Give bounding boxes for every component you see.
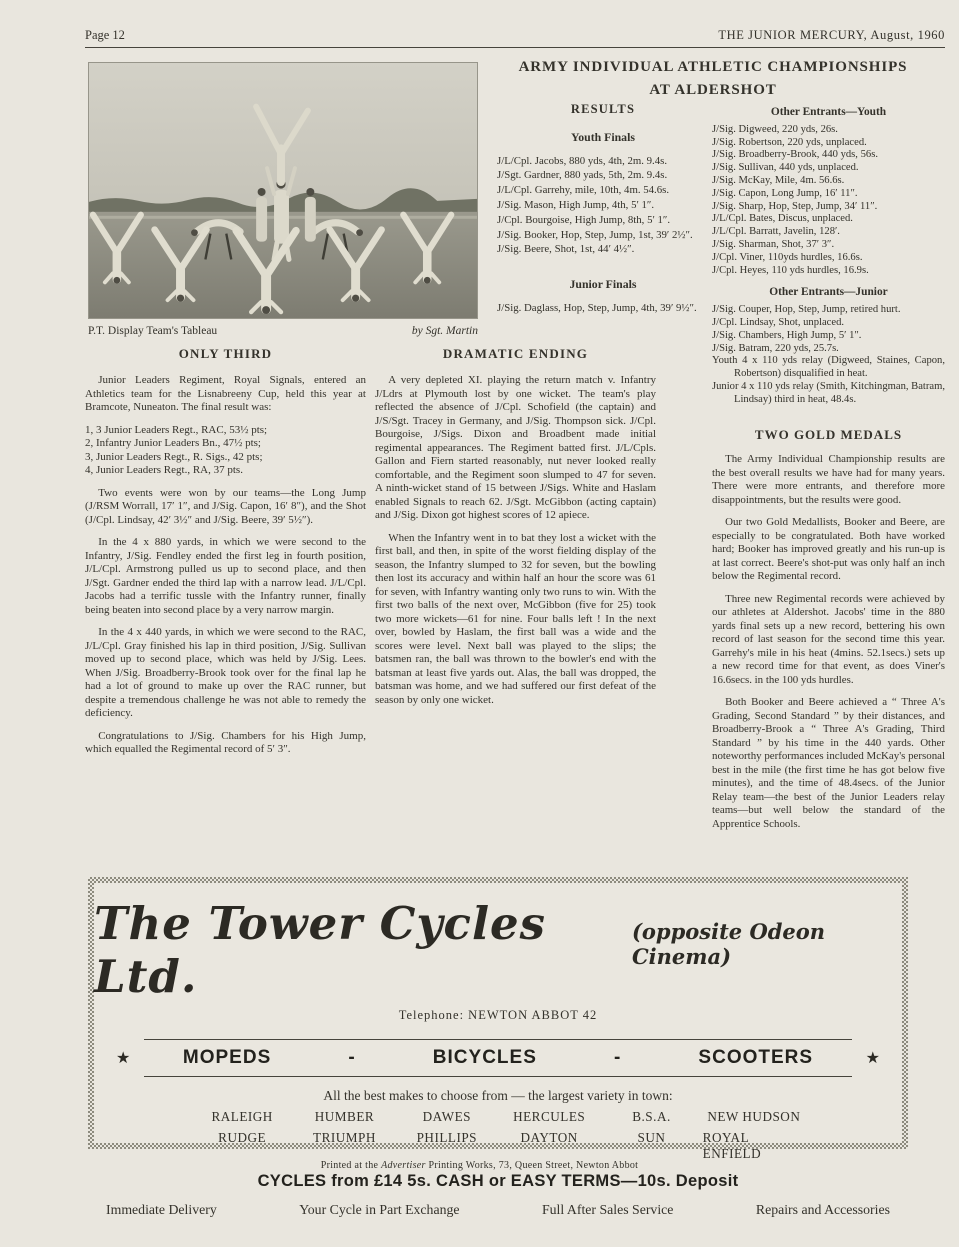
entrant-entry: J/Sig. Sullivan, 440 yds, unplaced. [712,162,859,174]
entrant-entry: J/Sig. McKay, Mile, 4m. 56.6s. [712,174,845,186]
result-entry: J/Sig. Beere, Shot, 1st, 44′ 4½″. [497,243,635,256]
ad-service: Repairs and Accessories [755,1202,890,1217]
standings-line: 1, 3 Junior Leaders Regt., RAC, 53½ pts; [85,423,268,436]
header-page-number: Page 12 [85,28,125,42]
results-junior-heading: Junior Finals [569,277,637,292]
result-entry: J/L/Cpl. Jacobs, 880 yds, 4th, 2m. 9.4s. [497,154,668,167]
star-icon: ★ [865,1050,880,1067]
ad-category-label: SCOOTERS [698,1047,814,1068]
pt-display-photo-art [89,63,477,318]
brand-name: ROYAL ENFIELD [702,1130,762,1161]
entrant-entry: J/Sig. Sharp, Hop, Step, Jump, 34′ 11″. [712,200,878,212]
entrant-entry: Junior 4 x 110 yds relay (Smith, Kitchingman, Batram, Lindsay) third in heat, 48.4s. [712,380,945,405]
brand-name: HUMBER [314,1109,375,1124]
entrant-entry: J/L/Cpl. Barratt, Javelin, 128′. [712,226,840,238]
entrant-entry: J/Sig. Batram, 220 yds, 25.7s. [712,342,839,354]
entrant-entry: J/Sig. Capon, Long Jump, 16′ 11″. [712,187,858,199]
entrant-entry: Youth 4 x 110 yds relay (Digweed, Staines, Capon, Robertson) disqualified in heat. [712,355,945,380]
article-paragraph: In the 4 x 880 yards, in which we were second to the Infantry, J/Sig. Fendley ended the first leg in fourth position, J/L/Cpl. Armstrong pulled us up to second place, and then J/Sgt. Gardner ended the third lap with a narrow lead. J/L/Cpl. Jacobs had a terrific tussle with the Infantry runner, finally being beaten into second place by a very narrow margin. [85,536,366,616]
result-entry: J/Sig. Mason, High Jump, 4th, 5′ 1″. [497,198,655,211]
entrants-youth-heading: Other Entrants—Youth [770,106,887,118]
imprint-post: Printing Works, 73, Queen Street, Newton Abbot [425,1160,639,1171]
ad-separator: - [348,1047,356,1068]
ad-categories-strip [102,1039,894,1077]
two-gold-paragraph: Both Booker and Beere achieved a “ Three A's Grading, Second Standard ” by their distances, and Broadberry-Brook a “ Three A's Grading, Third Standard ” by his time in the 440 yards. Other noteworthy performances included McKay's personal best in the mile (the first time he has got below five minutes), and the time of 48.4secs. of the Junior Relay team—the best of the Junior Leaders relay teams—but well below the standard of the Apprentice Schools. [712,696,946,830]
ad-brand-list [191,1109,805,1162]
headline-line1: ARMY INDIVIDUAL ATHLETIC CHAMPIONSHIPS [518,59,908,75]
entrant-entry: J/Sig. Sharman, Shot, 37′ 3″. [712,238,835,250]
two-gold-paragraph: Our two Gold Medallists, Booker and Beere, are especially to be congratulated. Both have worked hard; Booker has improved greatly and his run-up is at last correct. Beere's shot-put was only half an inch below the Regimental record. [712,516,945,583]
ad-category-label: MOPEDS [182,1047,272,1068]
result-entry: J/L/Cpl. Garrehy, mile, 10th, 4m. 54.6s. [497,184,670,197]
article-paragraph: A very depleted XI. playing the return match v. Infantry J/Ldrs at Plymouth lost by one wicket. The team's play reflected the absence of J/Cpl. Schofield (the captain) and J/S/Sgt. Tracey in Germany, and J/Sig. Thompson sick. J/Cpl. Bourgoise, J/Sigs. Dixon and Broadbent made initial regimental appearances. The Regiment batted first. J/L/Cpls. Gallon and Fiern started reasonably, nut never looked really comfortable, and the Regiment soon slumped to 47 for seven. A ninth-wicket stand of 15 between J/Sigs. White and Haslam enabled Signals to reach 62. J/Sgt. McGibbon (acting captain) and J/Sig. Dixon got highest scores of 12 apiece. [375,374,656,521]
result-entry: J/Sgt. Gardner, 880 yads, 5th, 2m. 9.4s. [497,169,668,182]
ad-phone: Telephone: NEWTON ABBOT 42 [398,1008,598,1022]
ad-category-label: BICYCLES [432,1047,537,1068]
ad-title: The Tower Cycles Ltd. [94,897,547,1003]
star-icon: ★ [116,1050,131,1067]
results-column [497,102,709,316]
brand-name: NEW HUDSON [707,1109,801,1124]
ad-terms: CYCLES from £14 5s. CASH or EASY TERMS—10s. Deposit [257,1172,739,1190]
entrant-entry: J/Sig. Broadberry-Brook, 440 yds, 56s. [712,149,878,161]
dramatic-heading: DRAMATIC ENDING [442,346,589,361]
result-entry: J/Sig. Booker, Hop, Step, Jump, 1st, 39′ 2½″. [497,228,693,241]
two-gold-paragraph: Three new Regimental records were achieved by our athletes at Aldershot. Jacobs' time in the 880 yards final sets up a new record, bettering his own record of last season for the second time this year. Garrehy's mile in his heat (4mins. 52.1secs.) sets up a new record time for that event, as does Viner's 16.6secs. in the 100 yds hurdles. [712,592,945,686]
two-gold-heading: TWO GOLD MEDALS [754,426,903,442]
article-paragraph: Two events were won by our teams—the Long Jump (J/RSM Worrall, 17′ 1″, and J/Sig. Capon, 16′ 8″), and the Shot (J/Cpl. Lindsay, 42′ 3½″ and J/Sig. Beere, 39′ 5½″). [85,486,366,526]
brand-name: SUN [637,1130,666,1145]
article-paragraph: In the 4 x 440 yards, in which we were second to the RAC, J/L/Cpl. Gray finished his lap in third position, J/Sig. Sullivan moved up to second place, which was held by J/Sig. Lees. When J/Sig. Broadberry-Brook took over for the final lap he had a lot of ground to make up over the RAC runner, but despite a tremendous challenge he was not able to remedy the deficiency. [85,626,366,719]
ad-subtitle: (opposite Odeon Cinema) [631,919,826,969]
entrant-entry: J/Sig. Digweed, 220 yds, 26s. [712,123,838,135]
ad-service: Full After Sales Service [541,1202,674,1217]
standings-line: 3, Junior Leaders Regt., R. Sigs., 42 pts; [85,450,263,463]
ad-service: Your Cycle in Part Exchange [299,1202,460,1217]
entrant-entry: J/L/Cpl. Bates, Discus, unplaced. [712,213,853,225]
article-paragraph: Congratulations to J/Sig. Chambers for his High Jump, which equalled the Regimental record of 5′ 3″. [85,729,366,755]
pt-display-photo [88,62,478,319]
brand-name: B.S.A. [632,1109,671,1124]
brand-name: RUDGE [218,1130,267,1145]
dramatic-ending-column [375,346,656,716]
ad-separator: - [613,1047,622,1068]
footer-imprint [0,1160,959,1171]
right-column [712,106,945,840]
headline [488,56,938,102]
article-paragraph: When the Infantry went in to bat they lost a wicket with the first ball, and then, in spite of the worst fielding display of the season, the Infantry slumped to 32 for seven, but the bowling then lost its accuracy and within half an hour the score was 61 for seven, with Infantry wanting only two runs to win. With the first two balls of the next over, McGibbon (five for 25) took two more wickets—61 for nine. Four balls left ! In the next over, bowled by Haslam, the first ball was a wide and the scores were level. Next ball was played to the slips; the batsmen ran, the ball was thrown to the bowler's end with the batsman at least five yards out. Alas, the ball was dropped, the batsman was home, and we had suffered our first defeat of the season by only one wicket. [375,531,656,706]
two-gold-paragraph: The Army Individual Championship results are the best overall results we have had for many years. There were more entrants, and therefore more disappointments, but the results were good. [712,453,945,506]
standings-list [85,424,366,478]
headline-line2: AT ALDERSHOT [649,82,777,98]
brand-name: RALEIGH [211,1109,273,1124]
entrant-entry: J/Cpl. Lindsay, Shot, unplaced. [712,316,845,328]
photo-credit: by Sgt. Martin [411,325,478,337]
header-rule [85,47,945,48]
imprint-pre: Printed at the [320,1160,382,1171]
brand-name: HERCULES [513,1109,586,1124]
brand-name: DAWES [422,1109,471,1124]
ad-services [106,1202,890,1218]
result-entry: J/Cpl. Bourgoise, High Jump, 8th, 5′ 1″. [497,213,671,226]
only-third-column [85,346,366,766]
entrant-entry: J/Cpl. Viner, 110yds hurdles, 16.6s. [712,251,863,263]
brand-name: PHILLIPS [416,1130,478,1145]
standings-line: 4, Junior Leaders Regt., RA, 37 pts. [85,464,243,476]
only-third-heading: ONLY THIRD [178,346,273,361]
ad-categories [144,1039,851,1077]
standings-line: 2, Infantry Junior Leaders Bn., 47½ pts; [85,437,261,449]
entrants-junior-heading: Other Entrants—Junior [769,286,888,299]
brand-name: DAYTON [520,1130,578,1145]
entrant-entry: J/Sig. Robertson, 220 yds, unplaced. [712,136,867,148]
imprint-italic: Advertiser [381,1160,426,1171]
result-entry: J/Sig. Daglass, Hop, Step, Jump, 4th, 39′ 9½″. [497,301,697,314]
results-title: RESULTS [570,102,636,116]
entrant-entry: J/Cpl. Heyes, 110 yds hurdles, 16.9s. [712,264,869,276]
brand-name: TRIUMPH [313,1130,376,1145]
masthead: THE JUNIOR MERCURY, August, 1960 [718,28,945,42]
results-youth-heading: Youth Finals [571,129,635,144]
ad-tagline: All the best makes to choose from — the largest variety in town: [323,1088,673,1103]
ad-service: Immediate Delivery [106,1202,217,1217]
article-paragraph: Junior Leaders Regiment, Royal Signals, entered an Athletics team for the Lisnabreeny Cup, held this year at Bramcote, Nuneaton. The final result was: [85,374,366,413]
photo-caption: P.T. Display Team's Tableau [88,325,218,337]
entrant-entry: J/Sig. Couper, Hop, Step, Jump, retired hurt. [712,304,901,316]
entrant-entry: J/Sig. Chambers, High Jump, 5′ 1″. [712,329,862,341]
